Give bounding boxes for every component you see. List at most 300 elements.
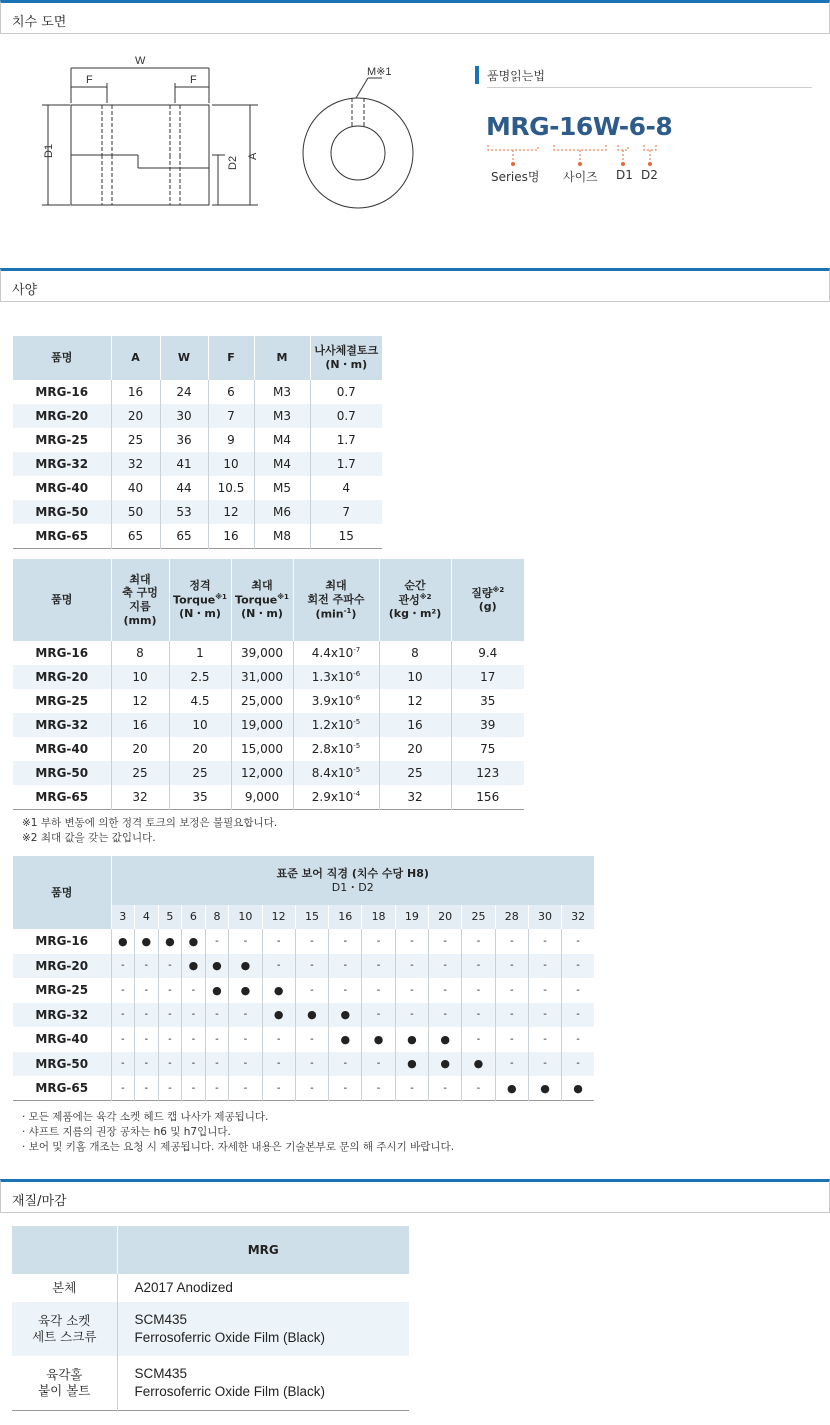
t2-header-4: 최대 회전 주파수 $(\min^{-1})$ bbox=[293, 559, 379, 641]
bore-table bbox=[13, 856, 594, 1101]
table-row bbox=[13, 404, 382, 428]
unavailable-mark: - bbox=[135, 1052, 159, 1077]
unavailable-mark: - bbox=[329, 929, 362, 954]
cell: 2.5 bbox=[169, 665, 231, 689]
cell: 19,000 bbox=[231, 713, 293, 737]
cell: 53 bbox=[160, 500, 208, 524]
dim-label-f2: F bbox=[190, 74, 197, 86]
table-row bbox=[13, 452, 382, 476]
howto-title-bar bbox=[475, 66, 479, 84]
unavailable-mark: - bbox=[295, 1052, 328, 1077]
unavailable-mark: - bbox=[528, 978, 561, 1003]
cell: 0.7 bbox=[310, 404, 382, 428]
material-header-empty bbox=[12, 1226, 117, 1274]
part-number: MRG-40 bbox=[13, 1027, 111, 1052]
unavailable-mark: - bbox=[229, 929, 262, 954]
cell: 32 bbox=[111, 452, 160, 476]
unavailable-mark: - bbox=[111, 1076, 135, 1101]
bore-size-4: 4 bbox=[135, 905, 159, 929]
cell: M4 bbox=[254, 428, 310, 452]
unavailable-mark: - bbox=[135, 978, 159, 1003]
cell: 15 bbox=[338, 528, 354, 543]
available-mark: ● bbox=[158, 929, 182, 954]
unavailable-mark: - bbox=[429, 1003, 462, 1028]
bore-size-5: 5 bbox=[158, 905, 182, 929]
bore-size-12: 12 bbox=[262, 905, 295, 929]
cell: 12 bbox=[111, 689, 169, 713]
unavailable-mark: - bbox=[329, 978, 362, 1003]
unavailable-mark: - bbox=[205, 1076, 229, 1101]
bore-size-20: 20 bbox=[429, 905, 462, 929]
cell: 41 bbox=[160, 452, 208, 476]
material-value: A2017 Anodized bbox=[134, 1280, 233, 1296]
unavailable-mark: - bbox=[462, 954, 495, 979]
unavailable-mark: - bbox=[182, 1027, 206, 1052]
available-mark: ● bbox=[573, 1081, 583, 1095]
cell: 65 bbox=[111, 524, 160, 548]
spec-notes bbox=[22, 816, 277, 846]
dimension-drawing bbox=[30, 48, 450, 228]
t2-header-1: 최대 축 구멍 지름 (mm) bbox=[111, 559, 169, 641]
unavailable-mark: - bbox=[111, 1052, 135, 1077]
unavailable-mark: - bbox=[362, 954, 395, 979]
dim-label-f1: F bbox=[86, 74, 93, 86]
cell: 65 bbox=[160, 524, 208, 548]
unavailable-mark: - bbox=[528, 1052, 561, 1077]
unavailable-mark: - bbox=[362, 1076, 395, 1101]
unavailable-mark: - bbox=[135, 1076, 159, 1101]
bore-notes bbox=[22, 1110, 454, 1155]
unavailable-mark: - bbox=[229, 1076, 262, 1101]
unavailable-mark: - bbox=[429, 954, 462, 979]
spec-table-dimensions bbox=[13, 336, 382, 549]
unavailable-mark: - bbox=[205, 1003, 229, 1028]
material-table bbox=[12, 1226, 409, 1411]
bore-size-25: 25 bbox=[462, 905, 495, 929]
t1-header-0: 품명 bbox=[13, 336, 111, 380]
cell: 0.7 bbox=[336, 385, 356, 399]
available-mark: ● bbox=[329, 1027, 362, 1052]
cell: 1 bbox=[169, 641, 231, 665]
part-number: MRG-25 bbox=[13, 978, 111, 1003]
unavailable-mark: - bbox=[462, 929, 495, 954]
material-row bbox=[12, 1356, 409, 1410]
material-row bbox=[12, 1302, 409, 1356]
unavailable-mark: - bbox=[429, 929, 462, 954]
unavailable-mark: - bbox=[362, 1003, 395, 1028]
cell: 8 bbox=[379, 641, 451, 665]
note-socket: · 모든 제품에는 육각 소켓 헤드 캡 나사가 제공됩니다. bbox=[22, 1111, 269, 1123]
part-number: MRG-32 bbox=[13, 452, 111, 476]
table-row bbox=[13, 380, 382, 404]
cell: 8 bbox=[111, 641, 169, 665]
unavailable-mark: - bbox=[111, 954, 135, 979]
cell: $2.9x10^{-4}$ bbox=[293, 785, 379, 809]
cell: 12 bbox=[208, 500, 254, 524]
available-mark: ● bbox=[262, 978, 295, 1003]
cell: 25 bbox=[111, 428, 160, 452]
unavailable-mark: - bbox=[295, 1076, 328, 1101]
unavailable-mark: - bbox=[158, 1003, 182, 1028]
part-number: MRG-32 bbox=[13, 1003, 111, 1028]
dim-label-d2: D2 bbox=[227, 155, 239, 170]
cell: 20 bbox=[169, 737, 231, 761]
unavailable-mark: - bbox=[395, 1076, 428, 1101]
part-number: MRG-40 bbox=[13, 737, 111, 761]
unavailable-mark: - bbox=[111, 978, 135, 1003]
t2-header-3: 최대 Torque$^{※1}$ (N・m) bbox=[231, 559, 293, 641]
cell: 1.7 bbox=[310, 452, 382, 476]
cell: $2.8x10^{-5}$ bbox=[293, 737, 379, 761]
cell: 39,000 bbox=[231, 641, 293, 665]
table-row bbox=[13, 641, 524, 665]
unavailable-mark: - bbox=[562, 1052, 594, 1077]
cell: $1.2x10^{-5}$ bbox=[293, 713, 379, 737]
unavailable-mark: - bbox=[262, 1027, 295, 1052]
cell: 35 bbox=[169, 785, 231, 809]
unavailable-mark: - bbox=[111, 1003, 135, 1028]
table-row bbox=[13, 524, 382, 548]
cell: 32 bbox=[379, 785, 451, 809]
unavailable-mark: - bbox=[205, 929, 229, 954]
unavailable-mark: - bbox=[395, 929, 428, 954]
cell: 156 bbox=[476, 789, 500, 804]
unavailable-mark: - bbox=[135, 1027, 159, 1052]
available-mark: ● bbox=[429, 1052, 462, 1077]
unavailable-mark: - bbox=[262, 1076, 295, 1101]
available-mark: ● bbox=[111, 929, 135, 954]
t1-header-4: M bbox=[254, 336, 310, 380]
code-label-series: Series명 bbox=[491, 170, 540, 184]
available-mark: ● bbox=[429, 1027, 462, 1052]
cell: M3 bbox=[254, 380, 310, 404]
section-header-drawing: 치수 도면 bbox=[0, 0, 830, 34]
cell: 12 bbox=[379, 689, 451, 713]
bore-size-8: 8 bbox=[205, 905, 229, 929]
part-number: MRG-20 bbox=[13, 954, 111, 979]
cell: 24 bbox=[160, 380, 208, 404]
unavailable-mark: - bbox=[182, 978, 206, 1003]
t1-header-3: F bbox=[208, 336, 254, 380]
table-row bbox=[13, 1052, 594, 1077]
part-number: MRG-20 bbox=[13, 404, 111, 428]
part-code: MRG-16W-6-8 bbox=[486, 112, 673, 141]
table-row bbox=[13, 1027, 594, 1052]
unavailable-mark: - bbox=[462, 1027, 495, 1052]
unavailable-mark: - bbox=[158, 978, 182, 1003]
part-number: MRG-32 bbox=[13, 713, 111, 737]
available-mark: ● bbox=[182, 954, 206, 979]
cell: 25,000 bbox=[231, 689, 293, 713]
unavailable-mark: - bbox=[562, 1003, 594, 1028]
cell: 16 bbox=[208, 524, 254, 548]
unavailable-mark: - bbox=[495, 954, 528, 979]
cell: 10.5 bbox=[208, 476, 254, 500]
material-header-mrg: MRG bbox=[117, 1226, 409, 1274]
table-row bbox=[13, 929, 594, 954]
unavailable-mark: - bbox=[495, 978, 528, 1003]
cell: 30 bbox=[160, 404, 208, 428]
cell: 6 bbox=[208, 380, 254, 404]
cell: 25 bbox=[111, 761, 169, 785]
available-mark: ● bbox=[229, 954, 262, 979]
cell: 16 bbox=[379, 713, 451, 737]
cell: 36 bbox=[160, 428, 208, 452]
table-row bbox=[13, 713, 524, 737]
cell: 9 bbox=[208, 428, 254, 452]
unavailable-mark: - bbox=[135, 954, 159, 979]
table-row bbox=[13, 428, 382, 452]
part-number: MRG-50 bbox=[13, 500, 111, 524]
part-number: MRG-25 bbox=[13, 428, 111, 452]
unavailable-mark: - bbox=[462, 1003, 495, 1028]
note-1: ※1 부하 변동에 의한 정격 토크의 보정은 불필요합니다. bbox=[22, 817, 278, 829]
table-row bbox=[13, 785, 524, 809]
cell: $4.4x10^{-7}$ bbox=[293, 641, 379, 665]
unavailable-mark: - bbox=[262, 929, 295, 954]
unavailable-mark: - bbox=[295, 929, 328, 954]
unavailable-mark: - bbox=[182, 1076, 206, 1101]
bore-size-3: 3 bbox=[111, 905, 135, 929]
part-number: MRG-16 bbox=[13, 380, 111, 404]
unavailable-mark: - bbox=[158, 954, 182, 979]
t1-header-5: 나사체결토크 (N・m) bbox=[310, 336, 382, 380]
cell: 10 bbox=[379, 665, 451, 689]
unavailable-mark: - bbox=[495, 929, 528, 954]
part-number: MRG-25 bbox=[13, 689, 111, 713]
bore-size-16: 16 bbox=[329, 905, 362, 929]
available-mark: ● bbox=[495, 1076, 528, 1101]
t2-header-0: 품명 bbox=[13, 559, 111, 641]
cell: 75 bbox=[480, 742, 496, 756]
unavailable-mark: - bbox=[135, 1003, 159, 1028]
t2-header-2: 정격 Torque$^{※1}$ (N・m) bbox=[169, 559, 231, 641]
material-label: 육각홀 붙이 볼트 bbox=[12, 1356, 117, 1410]
code-label-d2: D2 bbox=[641, 168, 658, 182]
cell: $3.9x10^{-6}$ bbox=[293, 689, 379, 713]
cell: 25 bbox=[169, 761, 231, 785]
unavailable-mark: - bbox=[395, 954, 428, 979]
part-number: MRG-50 bbox=[13, 761, 111, 785]
dim-label-a: A bbox=[247, 152, 259, 160]
unavailable-mark: - bbox=[329, 1052, 362, 1077]
available-mark: ● bbox=[528, 1076, 561, 1101]
howto-title: 품명읽는법 bbox=[487, 69, 545, 83]
bore-header-pn: 품명 bbox=[13, 856, 111, 929]
available-mark: ● bbox=[329, 1003, 362, 1028]
unavailable-mark: - bbox=[462, 978, 495, 1003]
bore-size-15: 15 bbox=[295, 905, 328, 929]
table-row bbox=[13, 978, 594, 1003]
part-number: MRG-50 bbox=[13, 1052, 111, 1077]
code-label-d1: D1 bbox=[616, 168, 633, 182]
available-mark: ● bbox=[182, 929, 206, 954]
part-number: MRG-65 bbox=[13, 524, 111, 548]
cell: 4.5 bbox=[169, 689, 231, 713]
section-header-spec: 사양 bbox=[0, 268, 830, 302]
cell: 4 bbox=[342, 481, 351, 495]
dim-label-d1: D1 bbox=[43, 143, 55, 158]
cell: 44 bbox=[160, 476, 208, 500]
cell: 50 bbox=[111, 500, 160, 524]
unavailable-mark: - bbox=[329, 1076, 362, 1101]
unavailable-mark: - bbox=[182, 1003, 206, 1028]
cell: M3 bbox=[254, 404, 310, 428]
unavailable-mark: - bbox=[111, 1027, 135, 1052]
unavailable-mark: - bbox=[429, 978, 462, 1003]
cell: 123 bbox=[451, 761, 524, 785]
unavailable-mark: - bbox=[182, 1052, 206, 1077]
cell: M6 bbox=[254, 500, 310, 524]
unavailable-mark: - bbox=[262, 954, 295, 979]
cell: 20 bbox=[111, 737, 169, 761]
howto-rule bbox=[487, 87, 812, 88]
unavailable-mark: - bbox=[229, 1003, 262, 1028]
cell: M5 bbox=[254, 476, 310, 500]
table-row bbox=[13, 665, 524, 689]
unavailable-mark: - bbox=[295, 978, 328, 1003]
note-modification: · 보어 및 키홈 개조는 요청 시 제공됩니다. 자세한 내용은 기술본부로 문의 해 주시기 바랍니다. bbox=[22, 1141, 455, 1153]
available-mark: ● bbox=[395, 1052, 428, 1077]
part-number: MRG-40 bbox=[13, 476, 111, 500]
unavailable-mark: - bbox=[495, 1052, 528, 1077]
available-mark: ● bbox=[295, 1003, 328, 1028]
material-row bbox=[12, 1274, 409, 1302]
unavailable-mark: - bbox=[528, 1003, 561, 1028]
cell: 10 bbox=[111, 665, 169, 689]
cell: 12,000 bbox=[231, 761, 293, 785]
unavailable-mark: - bbox=[295, 954, 328, 979]
material-value: SCM435 Ferrosoferric Oxide Film (Black) bbox=[117, 1302, 409, 1356]
unavailable-mark: - bbox=[395, 1003, 428, 1028]
cell: 10 bbox=[208, 452, 254, 476]
table-row bbox=[13, 737, 524, 761]
note-2: ※2 최대 값을 갖는 값입니다. bbox=[22, 832, 156, 844]
bore-size-6: 6 bbox=[182, 905, 206, 929]
bore-size-18: 18 bbox=[362, 905, 395, 929]
available-mark: ● bbox=[462, 1052, 495, 1077]
unavailable-mark: - bbox=[576, 935, 580, 947]
part-number: MRG-65 bbox=[13, 785, 111, 809]
unavailable-mark: - bbox=[495, 1003, 528, 1028]
code-label-size: 사이즈 bbox=[563, 170, 598, 184]
table-row bbox=[13, 761, 524, 785]
table-row bbox=[13, 954, 594, 979]
unavailable-mark: - bbox=[576, 1033, 580, 1045]
bore-size-10: 10 bbox=[229, 905, 262, 929]
material-label: 본체 bbox=[12, 1274, 117, 1302]
unavailable-mark: - bbox=[429, 1076, 462, 1101]
unavailable-mark: - bbox=[562, 954, 594, 979]
cell: 35 bbox=[480, 694, 496, 708]
table-row bbox=[13, 476, 382, 500]
cell: 9,000 bbox=[231, 785, 293, 809]
cell: 40 bbox=[111, 476, 160, 500]
cell: 17 bbox=[451, 665, 524, 689]
part-code-leaders bbox=[486, 142, 686, 170]
table-row bbox=[13, 500, 382, 524]
cell: 15,000 bbox=[231, 737, 293, 761]
unavailable-mark: - bbox=[362, 929, 395, 954]
unavailable-mark: - bbox=[229, 1027, 262, 1052]
cell: 7 bbox=[208, 404, 254, 428]
unavailable-mark: - bbox=[362, 978, 395, 1003]
unavailable-mark: - bbox=[158, 1076, 182, 1101]
unavailable-mark: - bbox=[528, 1027, 561, 1052]
unavailable-mark: - bbox=[158, 1052, 182, 1077]
t1-header-1: A bbox=[111, 336, 160, 380]
part-number: MRG-65 bbox=[13, 1076, 111, 1101]
unavailable-mark: - bbox=[262, 1052, 295, 1077]
cell: 20 bbox=[111, 404, 160, 428]
material-label: 육각 소켓 세트 스크류 bbox=[12, 1302, 117, 1356]
bore-header-title: 표준 보어 직경 (치수 수당 H8) D1・D2 bbox=[111, 856, 594, 905]
unavailable-mark: - bbox=[528, 954, 561, 979]
unavailable-mark: - bbox=[295, 1027, 328, 1052]
unavailable-mark: - bbox=[362, 1052, 395, 1077]
table-row bbox=[13, 1003, 594, 1028]
available-mark: ● bbox=[395, 1027, 428, 1052]
unavailable-mark: - bbox=[229, 1052, 262, 1077]
available-mark: ● bbox=[229, 978, 262, 1003]
t1-header-2: W bbox=[160, 336, 208, 380]
material-value: SCM435 Ferrosoferric Oxide Film (Black) bbox=[134, 1366, 326, 1399]
bore-size-32: 32 bbox=[562, 905, 594, 929]
bore-size-30: 30 bbox=[528, 905, 561, 929]
cell: 31,000 bbox=[231, 665, 293, 689]
unavailable-mark: - bbox=[158, 1027, 182, 1052]
t2-header-5: 순간 관성$^{※2}$ (kg・m²) bbox=[379, 559, 451, 641]
cell: $8.4x10^{-5}$ bbox=[293, 761, 379, 785]
unavailable-mark: - bbox=[205, 1052, 229, 1077]
cell: 9.4 bbox=[478, 646, 498, 660]
table-row bbox=[13, 1076, 594, 1101]
unavailable-mark: - bbox=[495, 1027, 528, 1052]
available-mark: ● bbox=[262, 1003, 295, 1028]
cell: M8 bbox=[254, 524, 310, 548]
t2-header-6: 질량$^{※2}$ (g) bbox=[451, 559, 524, 641]
dim-label-w: W bbox=[135, 55, 146, 67]
table-row bbox=[13, 689, 524, 713]
cell: 20 bbox=[379, 737, 451, 761]
cell: $1.3x10^{-6}$ bbox=[293, 665, 379, 689]
cell: 16 bbox=[111, 713, 169, 737]
cell: 1.7 bbox=[336, 433, 356, 447]
spec-table-performance bbox=[13, 559, 524, 810]
cell: M4 bbox=[254, 452, 310, 476]
part-number: MRG-16 bbox=[13, 641, 111, 665]
unavailable-mark: - bbox=[329, 954, 362, 979]
available-mark: ● bbox=[135, 929, 159, 954]
unavailable-mark: - bbox=[205, 1027, 229, 1052]
dim-label-m: M※1 bbox=[367, 66, 392, 78]
note-tolerance: · 샤프트 지름의 권장 공차는 h6 및 h7입니다. bbox=[22, 1126, 231, 1138]
available-mark: ● bbox=[205, 978, 229, 1003]
unavailable-mark: - bbox=[576, 984, 580, 996]
bore-size-19: 19 bbox=[395, 905, 428, 929]
part-number: MRG-20 bbox=[13, 665, 111, 689]
available-mark: ● bbox=[205, 954, 229, 979]
available-mark: ● bbox=[362, 1027, 395, 1052]
cell: 16 bbox=[111, 380, 160, 404]
bore-size-28: 28 bbox=[495, 905, 528, 929]
part-number: MRG-16 bbox=[13, 929, 111, 954]
unavailable-mark: - bbox=[395, 978, 428, 1003]
cell: 25 bbox=[379, 761, 451, 785]
cell: 39 bbox=[451, 713, 524, 737]
cell: 32 bbox=[111, 785, 169, 809]
unavailable-mark: - bbox=[528, 929, 561, 954]
